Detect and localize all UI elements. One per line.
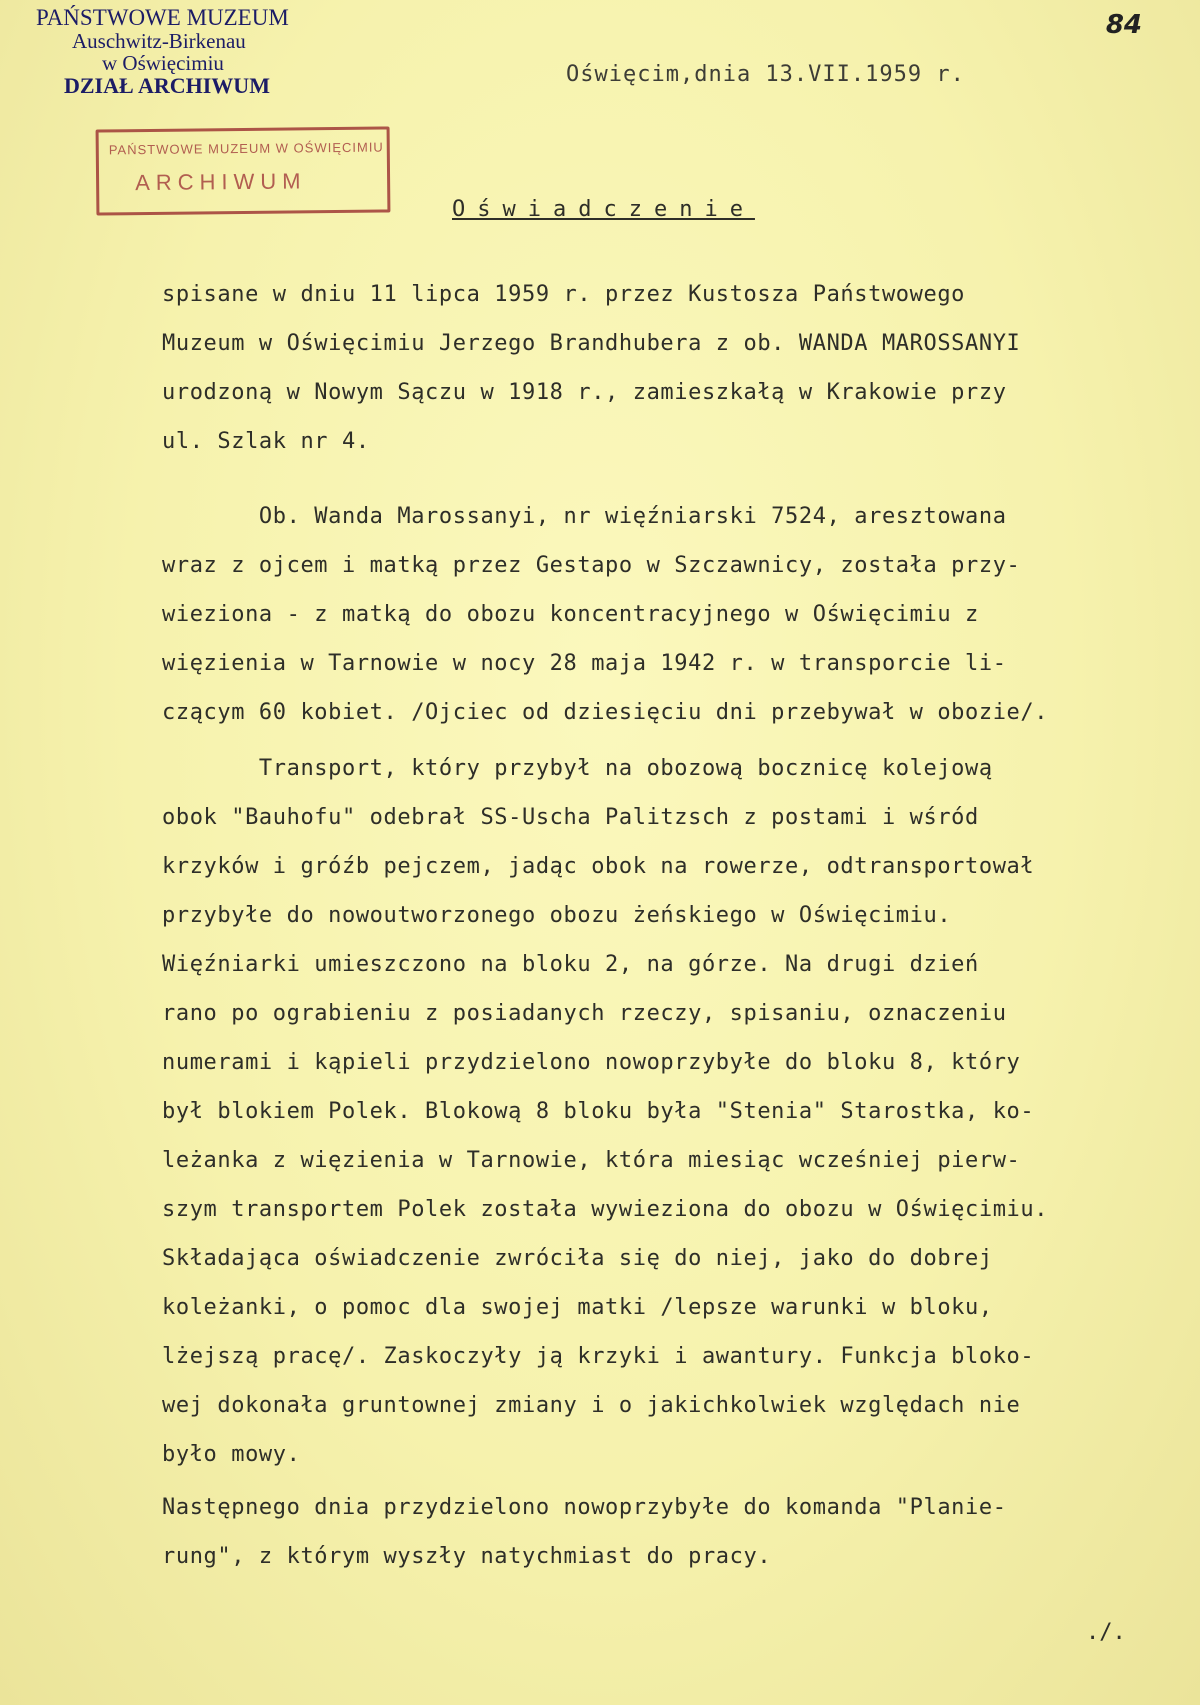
archive-stamp-line: PAŃSTWOWE MUZEUM W OŚWIĘCIMIU (108, 139, 384, 158)
body-paragraph: Ob. Wanda Marossanyi, nr więźniarski 7524, aresztowana wraz z ojcem i matką przez Gestapo w Szczawnicy, została przy- wieziona - z matką do obozu koncentracyjnego w Oświęcimiu z więzienia w Tarnowie w nocy 28 maja 1942 r. w transporcie li- czącym 60 kobiet. /Ojciec od dziesięciu dni przebywał w obozie/. (162, 504, 1049, 725)
archive-header-line: w Oświęcimiu (102, 51, 224, 76)
archive-stamp (96, 126, 391, 215)
page-number: 84 (1105, 10, 1142, 40)
body-paragraph: Transport, który przybył na obozową bocznicę kolejową obok "Bauhofu" odebrał SS-Uscha Palitzsch z postami i wśród krzyków i gróźb pejczem, jadąc obok na rowerze, odtransportował przybyłe do nowoutworzonego obozu żeńskiego w Oświęcimiu. Więźniarki umieszczono na bloku 2, na górze. Na drugi dzień rano po ograbieniu z posiadanych rzeczy, spisaniu, oznaczeniu numerami i kąpieli przydzielono nowoprzybyłe do bloku 8, który był blokiem Polek. Blokową 8 bloku była "Stenia" Starostka, ko- leżanka z więzienia w Tarnowie, która miesiąc wcześniej pierw- szym transportem Polek została wywieziona do obozu w Oświęcimiu. Składająca oświadczenie zwróciła się do niej, jako do dobrej koleżanki, o pomoc dla swojej matki /lepsze warunki w bloku, lżejszą pracę/. Zaskoczyły ją krzyki i awantury. Funkcja bloko- wej dokonała gruntownej zmiany i o jakichkolwiek względach nie było mowy. (162, 756, 1049, 1467)
body-paragraph: Następnego dnia przydzielono nowoprzybyłe do komanda "Planie- rung", z którym wyszły natychmiast do pracy. (162, 1495, 1007, 1569)
document-title: Oświadczenie (452, 197, 755, 222)
archive-header-stamp (36, 6, 336, 97)
archive-header-line: PAŃSTWOWE MUZEUM (36, 5, 289, 30)
intro-paragraph: spisane w dniu 11 lipca 1959 r. przez Kustosza Państwowego Muzeum w Oświęcimiu Jerzego Brandhubera z ob. WANDA MAROSSANYI urodzoną w Nowym Sączu w 1918 r., zamieszkałą w Krakowie przy ul. Szlak nr 4. (162, 282, 1021, 454)
continuation-mark: ./. (1086, 1620, 1126, 1645)
archive-stamp-line: ARCHIWUM (134, 168, 307, 196)
date-line: Oświęcim,dnia 13.VII.1959 r. (566, 62, 965, 87)
archive-header-line: Auschwitz-Birkenau (72, 29, 246, 54)
archive-header-line: DZIAŁ ARCHIWUM (64, 73, 270, 99)
